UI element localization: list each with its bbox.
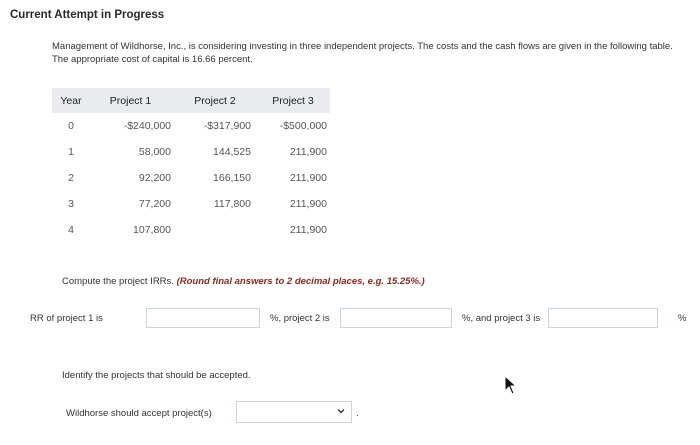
cell-year: 2 xyxy=(68,172,74,184)
cell-project-1: -$240,000 xyxy=(123,120,171,132)
rounding-hint: (Round final answers to 2 decimal places, e.g. 15.25%.) xyxy=(176,276,425,287)
table-row xyxy=(52,191,330,217)
accept-projects-label: Wildhorse should accept project(s) xyxy=(66,408,212,419)
question-text: Compute the project IRRs. xyxy=(62,276,174,287)
irr-project-1-label: RR of project 1 is xyxy=(30,313,103,324)
table-row xyxy=(52,165,330,191)
header-project-1: Project 1 xyxy=(90,88,179,113)
identify-prompt: Identify the projects that should be accepted. xyxy=(62,370,251,381)
table-header-row xyxy=(52,88,330,113)
cell-project-1: 107,800 xyxy=(133,224,171,236)
header-project-2: Project 2 xyxy=(179,88,259,113)
cell-project-2: 117,800 xyxy=(213,198,251,210)
cell-project-3: -$500,000 xyxy=(279,120,327,132)
table-row xyxy=(52,217,330,243)
table-row xyxy=(52,113,330,139)
cell-project-2: 144,525 xyxy=(213,146,251,158)
sentence-period: . xyxy=(356,408,359,419)
cell-project-1: 92,200 xyxy=(138,172,171,184)
irr-project-2-input[interactable] xyxy=(340,308,452,328)
percent-suffix: % xyxy=(678,313,687,324)
cell-year: 1 xyxy=(68,146,74,158)
page-title: Current Attempt in Progress xyxy=(10,9,165,21)
cell-project-2: -$317,900 xyxy=(203,120,251,132)
cell-project-1: 77,200 xyxy=(138,198,171,210)
cell-project-2: 166,150 xyxy=(213,172,251,184)
irr-project-3-input[interactable] xyxy=(548,308,658,328)
cell-year: 3 xyxy=(68,198,74,210)
table-row xyxy=(52,139,330,165)
problem-statement: Management of Wildhorse, Inc., is considering investing in three independent projects. The costs and the cash flows are given in the following table. The appropriate cost of capital is 16.66 percent. xyxy=(52,41,673,65)
cell-project-1: 58,000 xyxy=(138,146,171,158)
chevron-down-icon xyxy=(336,406,346,416)
cell-year: 4 xyxy=(68,224,74,236)
irr-answer-row xyxy=(0,308,700,330)
irr-project-3-label: %, and project 3 is xyxy=(462,313,541,324)
cell-project-3: 211,900 xyxy=(289,172,327,184)
irr-project-1-input[interactable] xyxy=(146,308,260,328)
question-prompt xyxy=(62,276,425,287)
cash-flow-table xyxy=(52,88,330,243)
cell-project-3: 211,900 xyxy=(289,224,327,236)
cell-project-3: 211,900 xyxy=(289,146,327,158)
cell-year: 0 xyxy=(68,120,74,132)
header-year: Year xyxy=(52,88,90,113)
mouse-pointer-icon xyxy=(504,375,518,395)
cell-project-2 xyxy=(179,217,259,243)
irr-project-2-label: %, project 2 is xyxy=(270,313,330,324)
cell-project-3: 211,900 xyxy=(289,198,327,210)
accept-projects-dropdown[interactable] xyxy=(236,401,352,423)
header-project-3: Project 3 xyxy=(259,88,330,113)
